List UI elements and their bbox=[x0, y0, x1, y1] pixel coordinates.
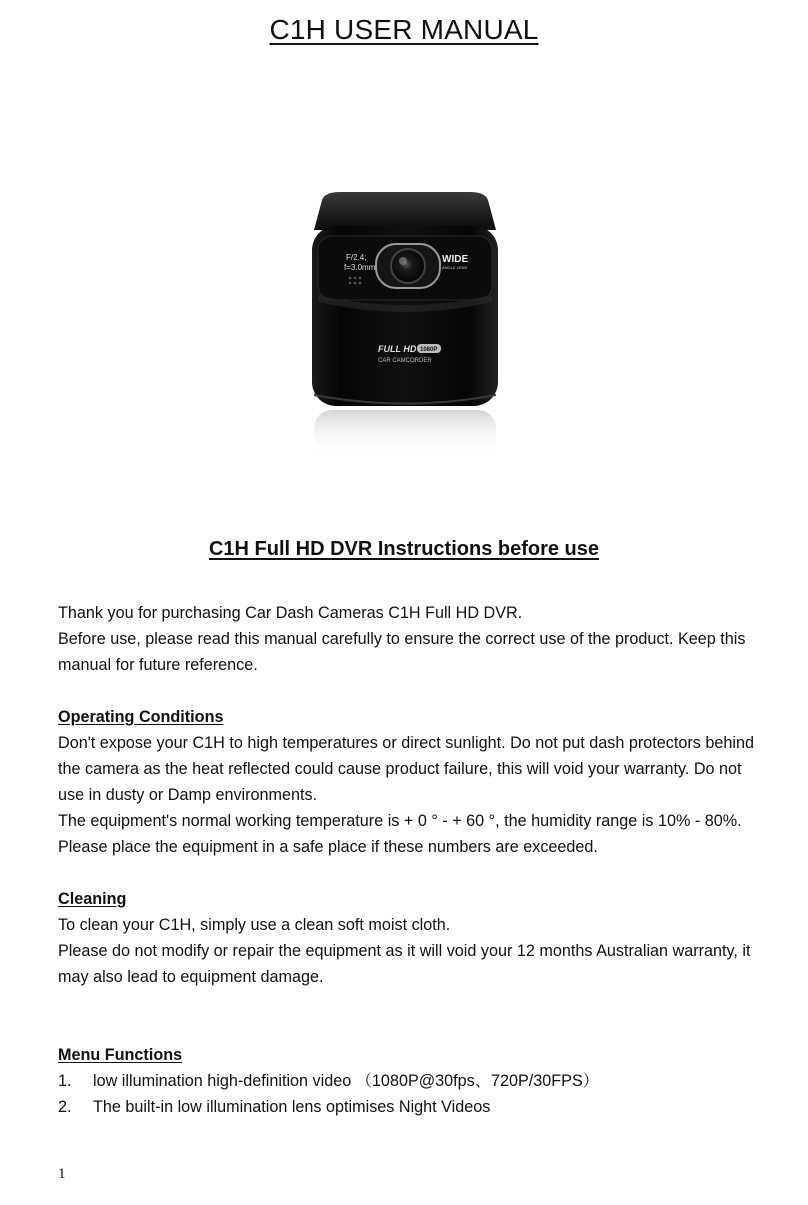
document-title: C1H USER MANUAL bbox=[269, 14, 539, 45]
section-subtitle: C1H Full HD DVR Instructions before use bbox=[208, 538, 600, 560]
menu-functions-heading: Menu Functions bbox=[58, 1046, 183, 1064]
operating-conditions-heading: Operating Conditions bbox=[58, 708, 224, 726]
dash-camera-photo bbox=[300, 190, 510, 460]
operating-paragraph: The equipment's normal working temperature is + 0 ° - + 60 °, the humidity range is 10% - 80%. bbox=[58, 812, 742, 830]
list-text: The built-in low illumination lens optimises Night Videos bbox=[93, 1098, 491, 1116]
operating-paragraph: Don't expose your C1H to high temperatures or direct sunlight. Do not put dash protectors behind the camera as the heat reflected could cause product failure, this will void your warranty. Do not use in dusty or Damp environments. bbox=[58, 734, 754, 804]
page-number: 1 bbox=[58, 1166, 66, 1182]
focal-length-label: f=3.0mm bbox=[344, 263, 376, 272]
cleaning-heading: Cleaning bbox=[58, 890, 127, 908]
intro-line: Before use, please read this manual carefully to ensure the correct use of the product. Keep this manual for future reference. bbox=[58, 630, 746, 674]
list-number: 1. bbox=[58, 1072, 72, 1090]
list-number: 2. bbox=[58, 1098, 72, 1116]
resolution-badge: 1080P bbox=[420, 347, 438, 353]
wide-label: WIDE bbox=[442, 254, 469, 265]
list-item bbox=[58, 1068, 758, 1094]
cleaning-paragraph: Please do not modify or repair the equipment as it will void your 12 months Australian warranty, it may also lead to equipment damage. bbox=[58, 942, 751, 986]
list-item bbox=[58, 1094, 758, 1120]
list-text: low illumination high-definition video （1080P@30fps、720P/30FPS） bbox=[93, 1072, 599, 1090]
operating-paragraph: Please place the equipment in a safe place if these numbers are exceeded. bbox=[58, 838, 598, 856]
full-hd-label: FULL HD bbox=[378, 344, 417, 354]
intro-line: Thank you for purchasing Car Dash Cameras C1H Full HD DVR. bbox=[58, 604, 523, 622]
aperture-label: F/2.4; bbox=[346, 253, 367, 262]
camcorder-label: CAR CAMCORDER bbox=[378, 358, 432, 364]
cleaning-paragraph: To clean your C1H, simply use a clean soft moist cloth. bbox=[58, 916, 451, 934]
wide-sub-label: ANGLE LENS bbox=[442, 265, 468, 270]
document-body bbox=[58, 600, 758, 1120]
